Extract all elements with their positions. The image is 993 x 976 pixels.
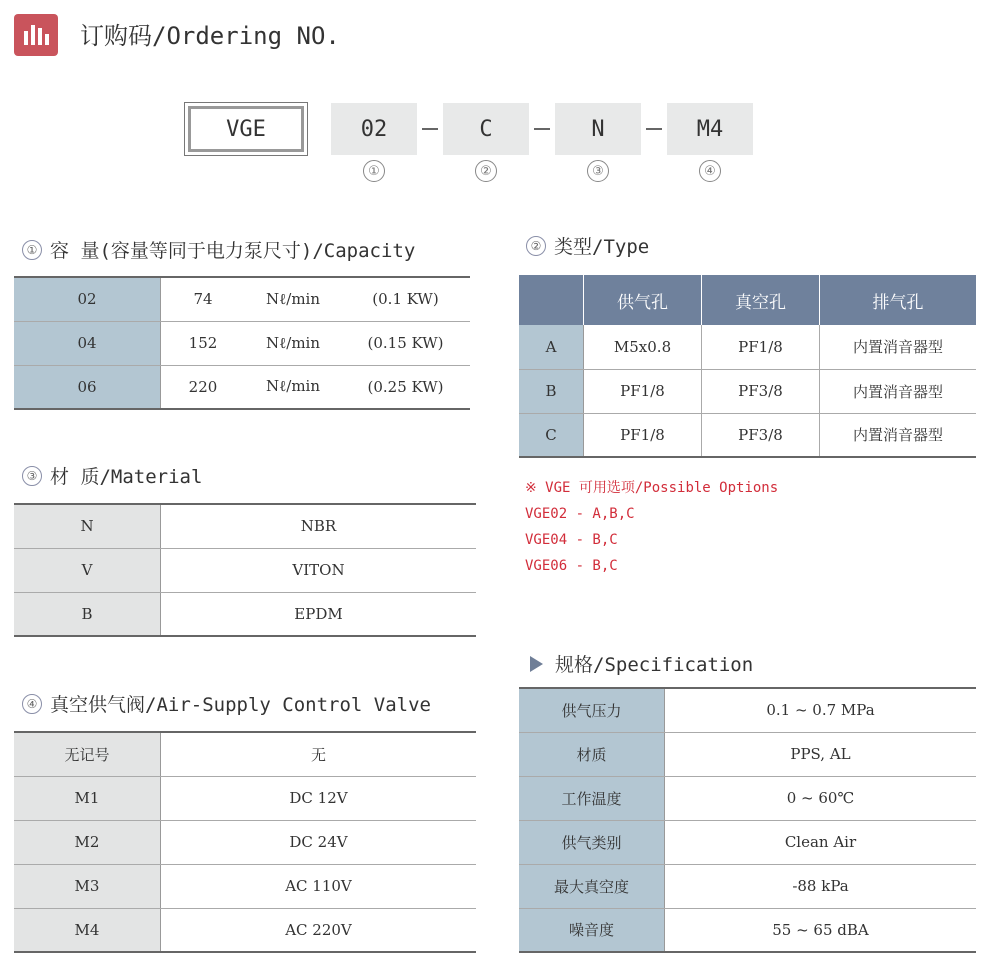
type-header-supply: 供气孔 <box>584 275 702 325</box>
type-section-title <box>526 232 649 259</box>
spec-table <box>519 687 976 953</box>
type-supply: M5x0.8 <box>584 325 702 369</box>
type-code: C <box>519 413 584 457</box>
table-row <box>14 592 476 636</box>
type-supply: PF1/8 <box>584 413 702 457</box>
table-row <box>519 369 976 413</box>
type-title: 类型/Type <box>554 236 650 258</box>
material-code: V <box>14 548 161 592</box>
type-code: A <box>519 325 584 369</box>
capacity-code: 06 <box>14 365 161 409</box>
valve-value: AC 220V <box>285 920 352 939</box>
spec-label: 供气压力 <box>519 688 665 732</box>
valve-value: 无 <box>161 732 477 776</box>
valve-code: 无记号 <box>14 732 161 776</box>
table-row <box>14 820 476 864</box>
valve-value: DC 12V <box>161 776 477 820</box>
code-separator <box>646 128 662 130</box>
options-note-line: VGE02 - A,B,C <box>525 506 635 522</box>
valve-title: 真空供气阀/Air-Supply Control Valve <box>50 694 431 716</box>
material-value: NBR <box>161 504 477 548</box>
options-note <box>525 475 778 579</box>
spec-value: 0 ~ 60℃ <box>665 776 977 820</box>
table-row <box>14 776 476 820</box>
type-exhaust: 内置消音器型 <box>852 426 943 445</box>
marker-3: ③ <box>587 160 609 182</box>
spec-section-title <box>530 650 753 677</box>
spec-value: 0.1 ~ 0.7 MPa <box>665 688 977 732</box>
table-row <box>14 864 476 908</box>
type-vacuum: PF1/8 <box>702 325 820 369</box>
capacity-code: 02 <box>14 277 161 321</box>
capacity-unit: Nℓ/min <box>265 377 321 396</box>
table-header <box>519 275 976 325</box>
table-row <box>519 688 976 732</box>
play-triangle-icon <box>530 656 543 672</box>
capacity-power: (0.1 KW) <box>341 277 470 321</box>
marker-1: ① <box>363 160 385 182</box>
spec-value: -88 kPa <box>665 864 977 908</box>
capacity-marker: ① <box>22 240 42 260</box>
spec-title: 规格/Specification <box>555 654 754 676</box>
material-marker: ③ <box>22 466 42 486</box>
bar-chart-logo-icon <box>14 14 58 56</box>
table-row <box>14 732 476 776</box>
valve-value: DC 24V <box>161 820 477 864</box>
marker-2: ② <box>475 160 497 182</box>
model-code-box <box>184 102 308 156</box>
table-row <box>519 864 976 908</box>
capacity-table <box>14 276 470 410</box>
options-note-line: VGE06 - B,C <box>525 558 618 574</box>
capacity-title: 容 量(容量等同于电力泵尺寸)/Capacity <box>50 240 416 262</box>
table-row <box>519 908 976 952</box>
options-note-line: VGE04 - B,C <box>525 532 618 548</box>
type-header-code <box>519 275 584 325</box>
capacity-flow: 152 <box>161 321 246 365</box>
material-value: VITON <box>161 548 477 592</box>
material-value: EPDM <box>294 604 343 623</box>
material-section-title <box>22 462 202 489</box>
spec-value: PPS, AL <box>665 732 977 776</box>
spec-value: Clean Air <box>665 820 977 864</box>
valve-section-title <box>22 690 431 717</box>
table-row <box>519 732 976 776</box>
type-table <box>519 275 976 458</box>
options-note-title: ※ VGE 可用选项/Possible Options <box>525 480 779 496</box>
marker-4: ④ <box>699 160 721 182</box>
table-row <box>14 365 470 409</box>
capacity-flow: 74 <box>161 277 246 321</box>
capacity-section-title <box>22 236 415 263</box>
code-valve: M4 <box>667 103 753 155</box>
type-header-exhaust: 排气孔 <box>820 275 977 325</box>
spec-value: 55 ~ 65 dBA <box>772 920 869 939</box>
type-header-vacuum: 真空孔 <box>702 275 820 325</box>
valve-marker: ④ <box>22 694 42 714</box>
model-code: VGE <box>188 106 304 152</box>
table-row <box>14 504 476 548</box>
capacity-unit: Nℓ/min <box>245 277 341 321</box>
material-code: N <box>14 504 161 548</box>
valve-code: M2 <box>14 820 161 864</box>
table-row <box>519 776 976 820</box>
code-capacity: 02 <box>331 103 417 155</box>
table-row <box>14 277 470 321</box>
spec-label: 噪音度 <box>519 908 665 952</box>
code-separator <box>422 128 438 130</box>
spec-label: 工作温度 <box>519 776 665 820</box>
table-row <box>14 321 470 365</box>
valve-code: M4 <box>14 908 161 952</box>
spec-label: 供气类别 <box>519 820 665 864</box>
table-row <box>14 548 476 592</box>
type-marker: ② <box>526 236 546 256</box>
type-exhaust: 内置消音器型 <box>820 325 977 369</box>
capacity-unit: Nℓ/min <box>245 321 341 365</box>
code-material: N <box>555 103 641 155</box>
capacity-power: (0.15 KW) <box>341 321 470 365</box>
type-exhaust: 内置消音器型 <box>820 369 977 413</box>
valve-code: M1 <box>14 776 161 820</box>
valve-table <box>14 731 476 953</box>
spec-label: 材质 <box>519 732 665 776</box>
code-type: C <box>443 103 529 155</box>
table-row <box>519 325 976 369</box>
capacity-flow: 220 <box>188 377 218 396</box>
valve-value: AC 110V <box>161 864 477 908</box>
material-table <box>14 503 476 637</box>
material-code: B <box>14 592 161 636</box>
valve-code: M3 <box>14 864 161 908</box>
page-title: 订购码/Ordering NO. <box>80 22 340 50</box>
type-vacuum: PF3/8 <box>702 413 820 457</box>
capacity-power: (0.25 KW) <box>367 377 444 396</box>
spec-label: 最大真空度 <box>519 864 665 908</box>
type-supply: PF1/8 <box>584 369 702 413</box>
capacity-code: 04 <box>14 321 161 365</box>
table-row <box>519 413 976 457</box>
table-row <box>14 908 476 952</box>
type-vacuum: PF3/8 <box>702 369 820 413</box>
type-code: B <box>519 369 584 413</box>
material-title: 材 质/Material <box>50 466 203 488</box>
code-separator <box>534 128 550 130</box>
table-row <box>519 820 976 864</box>
